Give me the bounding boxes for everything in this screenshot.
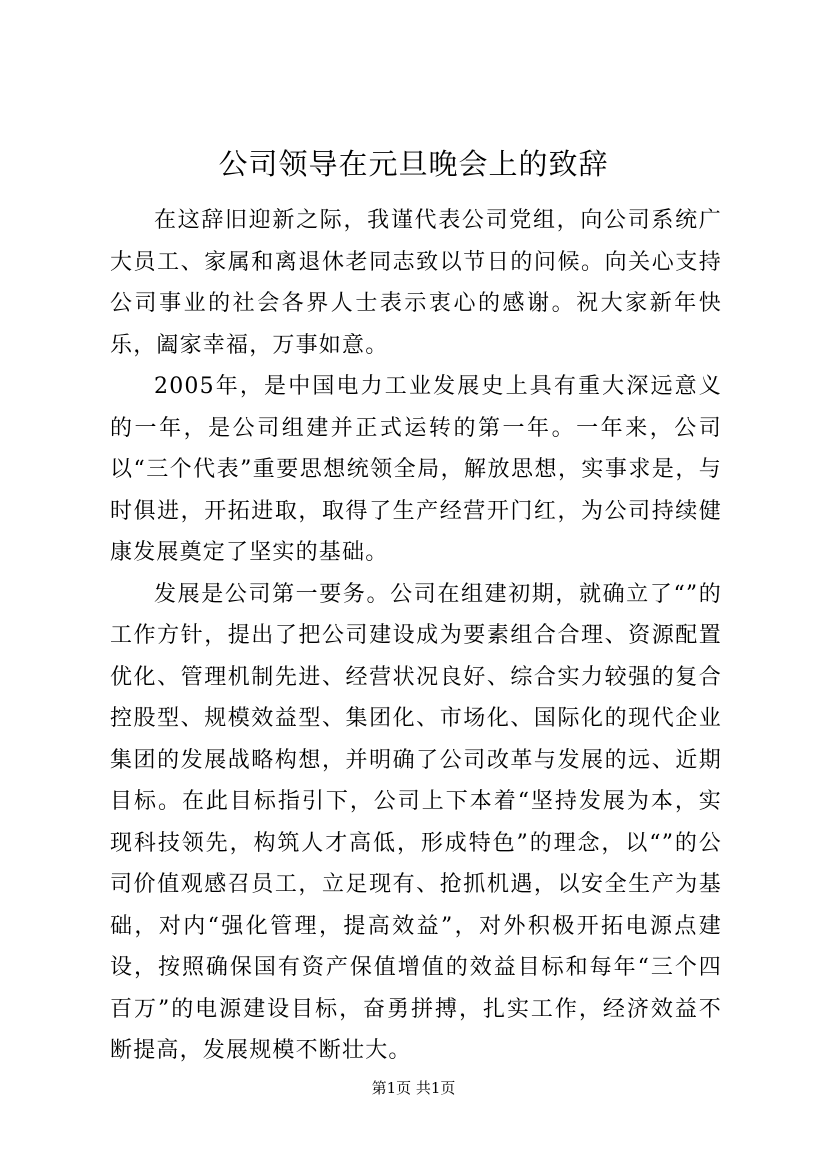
document-body xyxy=(110,200,722,1072)
paragraph-3: 发展是公司第一要务。公司在组建初期，就确立了“”的工作方针，提出了把公司建设成为要素组合合理、资源配置优化、管理机制先进、经营状况良好、综合实力较强的复合控股型、规模效益型、集团化、市场化、国际化的现代企业集团的发展战略构想，并明确了公司改革与发展的远、近期目标。在此目标指引下，公司上下本着“坚持发展为本，实现科技领先，构筑人才高低，形成特色”的理念，以“”的公司价值观感召员工，立足现有、抢抓机遇，以安全生产为基础，对内“强化管理，提高效益”，对外积极开拓电源点建设，按照确保国有资产保值增值的效益目标和每年“三个四百万”的电源建设目标，奋勇拼搏，扎实工作，经济效益不断提高，发展规模不断壮大。 xyxy=(110,581,722,1063)
page-footer: 第1页 共1页 xyxy=(371,1079,456,1097)
paragraph-2: 2005年，是中国电力工业发展史上具有重大深远意义的一年，是公司组建并正式运转的第一年。一年来，公司以“三个代表”重要思想统领全局，解放思想，实事求是，与时俱进，开拓进取，取得了生产经营开门红，为公司持续健康发展奠定了坚实的基础。 xyxy=(110,374,722,565)
document-title: 公司领导在元旦晚会上的致辞 xyxy=(218,147,609,181)
paragraph-1: 在这辞旧迎新之际，我谨代表公司党组，向公司系统广大员工、家属和离退休老同志致以节日的问候。向关心支持公司事业的社会各界人士表示衷心的感谢。祝大家新年快乐，阖家幸福，万事如意。 xyxy=(110,208,722,358)
